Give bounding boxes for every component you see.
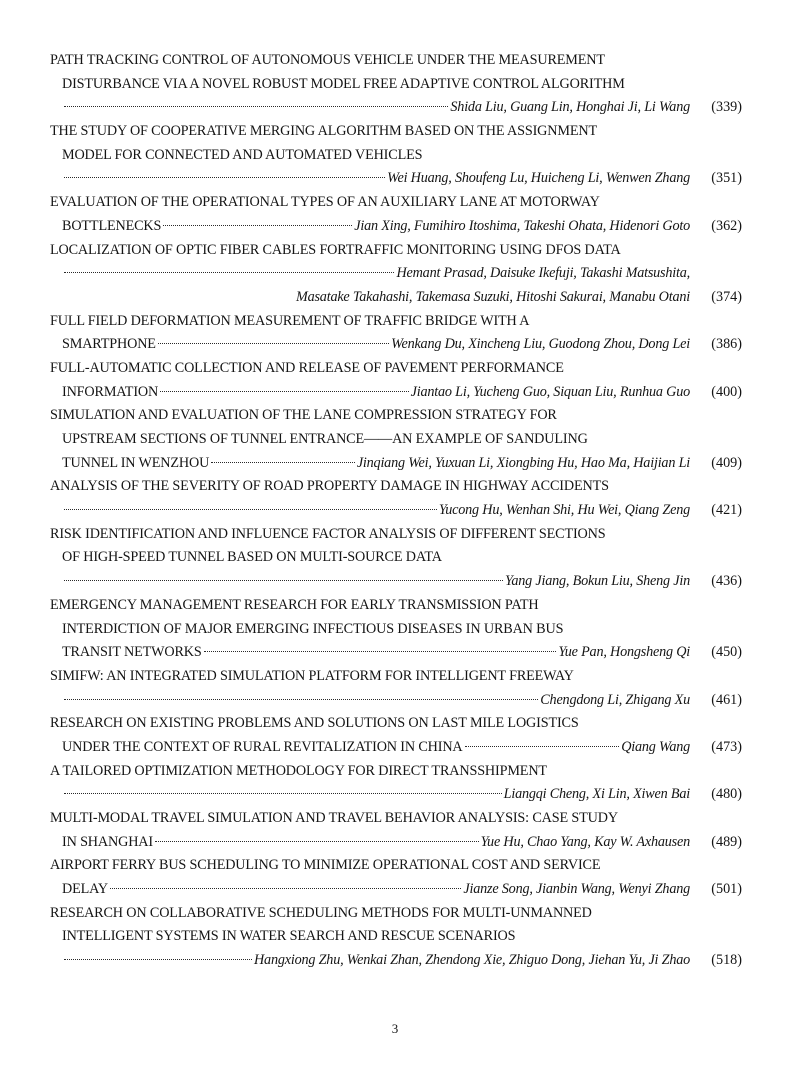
entry-authors: Jiantao Li, Yucheng Guo, Siquan Liu, Runhua Guo: [410, 383, 690, 400]
entry-author-line: [50, 381, 742, 405]
entry-authors: Liangqi Cheng, Xi Lin, Xiwen Bai: [503, 786, 690, 803]
entry-title-line: [50, 902, 742, 926]
entry-authors: Masatake Takahashi, Takemasa Suzuki, Hitoshi Sakurai, Manabu Otani: [295, 288, 690, 305]
entry-title-line: [50, 310, 742, 334]
entry-title-text: LOCALIZATION OF OPTIC FIBER CABLES FORTRAFFIC MONITORING USING DFOS DATA: [50, 241, 621, 258]
entry-page-number[interactable]: (489): [711, 833, 742, 850]
entry-title-text: THE STUDY OF COOPERATIVE MERGING ALGORITHM BASED ON THE ASSIGNMENT: [50, 123, 597, 140]
leader-dots: [64, 793, 502, 794]
entry-title-text: INTELLIGENT SYSTEMS IN WATER SEARCH AND RESCUE SCENARIOS: [62, 928, 516, 945]
leader-dots: [158, 343, 389, 344]
entry-authors: Chengdong Li, Zhigang Xu: [540, 691, 690, 708]
entry-title-line: [50, 475, 742, 499]
entry-title-line: [50, 665, 742, 689]
entry-author-line: [50, 570, 742, 594]
entry-author-line: [50, 452, 742, 476]
entry-page-number[interactable]: (450): [711, 644, 742, 661]
toc-entry[interactable]: [50, 712, 742, 759]
entry-title-line: [50, 428, 742, 452]
entry-title-line: [50, 760, 742, 784]
leader-dots: [64, 106, 448, 107]
entry-authors: Yang Jiang, Bokun Liu, Sheng Jin: [505, 573, 690, 590]
entry-title-line: [50, 712, 742, 736]
entry-author-line: [50, 333, 742, 357]
entry-title-line: [50, 357, 742, 381]
entry-page-number[interactable]: (374): [711, 288, 742, 305]
toc-entry[interactable]: [50, 665, 742, 712]
entry-title-line: [50, 239, 742, 263]
leader-dots: [64, 509, 437, 510]
entry-title-text: BOTTLENECKS: [62, 217, 162, 234]
entry-title-line: [50, 618, 742, 642]
entry-title-line: [50, 594, 742, 618]
entry-title-line: [50, 523, 742, 547]
toc-entry[interactable]: [50, 310, 742, 357]
entry-title-line: [50, 144, 742, 168]
entry-title-text: TRANSIT NETWORKS: [62, 644, 202, 661]
entry-authors: Qiang Wang: [621, 738, 690, 755]
entry-authors: Hangxiong Zhu, Wenkai Zhan, Zhendong Xie, Zhiguo Dong, Jiehan Yu, Ji Zhao: [254, 952, 690, 969]
entry-page-number[interactable]: (362): [711, 217, 742, 234]
toc-entry[interactable]: [50, 760, 742, 807]
entry-author-line: [50, 783, 742, 807]
entry-title-text: DISTURBANCE VIA A NOVEL ROBUST MODEL FREE ADAPTIVE CONTROL ALGORITHM: [62, 75, 625, 92]
entry-title-text: RISK IDENTIFICATION AND INFLUENCE FACTOR ANALYSIS OF DIFFERENT SECTIONS: [50, 525, 606, 542]
entry-title-text: FULL-AUTOMATIC COLLECTION AND RELEASE OF PAVEMENT PERFORMANCE: [50, 359, 564, 376]
page-number: 3: [391, 1021, 399, 1036]
entry-authors: Wenkang Du, Xincheng Liu, Guodong Zhou, Dong Lei: [391, 336, 690, 353]
entry-title-line: [50, 73, 742, 97]
toc-entry[interactable]: [50, 120, 742, 191]
leader-dots: [465, 746, 620, 747]
entry-title-text: RESEARCH ON COLLABORATIVE SCHEDULING METHODS FOR MULTI-UNMANNED: [50, 904, 592, 921]
entry-title-line: [50, 49, 742, 73]
entry-title-line: [50, 120, 742, 144]
toc-entry[interactable]: [50, 49, 742, 120]
entry-page-number[interactable]: (409): [711, 454, 742, 471]
entry-authors: Jinqiang Wei, Yuxuan Li, Xiongbing Hu, Hao Ma, Haijian Li: [356, 454, 690, 471]
leader-dots: [64, 580, 503, 581]
entry-title-text: DELAY: [62, 881, 109, 898]
entry-title-text: UPSTREAM SECTIONS OF TUNNEL ENTRANCE——AN EXAMPLE OF SANDULING: [62, 431, 588, 447]
entry-author-line: [50, 262, 742, 286]
entry-title-text: IN SHANGHAI: [62, 833, 153, 850]
entry-page-number[interactable]: (400): [711, 383, 742, 400]
entry-author-line: [50, 167, 742, 191]
toc-entry[interactable]: [50, 191, 742, 238]
toc-entry[interactable]: [50, 902, 742, 973]
entry-authors: Shida Liu, Guang Lin, Honghai Ji, Li Wang: [450, 99, 690, 116]
entry-title-text: A TAILORED OPTIMIZATION METHODOLOGY FOR DIRECT TRANSSHIPMENT: [50, 762, 547, 779]
toc-entry[interactable]: [50, 854, 742, 901]
entry-author-line: [50, 689, 742, 713]
entry-authors: Yue Pan, Hongsheng Qi: [558, 644, 690, 661]
entry-page-number[interactable]: (461): [711, 691, 742, 708]
leader-dots: [163, 225, 352, 226]
entry-title-text: RESEARCH ON EXISTING PROBLEMS AND SOLUTIONS ON LAST MILE LOGISTICS: [50, 715, 579, 732]
entry-title-text: UNDER THE CONTEXT OF RURAL REVITALIZATION IN CHINA: [62, 738, 463, 755]
leader-dots: [64, 272, 394, 273]
entry-title-text: EVALUATION OF THE OPERATIONAL TYPES OF AN AUXILIARY LANE AT MOTORWAY: [50, 194, 600, 211]
entry-title-line: [50, 807, 742, 831]
leader-dots: [64, 959, 252, 960]
toc-entry[interactable]: [50, 404, 742, 475]
entry-authors: Jianze Song, Jianbin Wang, Wenyi Zhang: [463, 881, 690, 898]
entry-author-line: [50, 215, 742, 239]
entry-page-number[interactable]: (501): [711, 881, 742, 898]
entry-title-text: EMERGENCY MANAGEMENT RESEARCH FOR EARLY TRANSMISSION PATH: [50, 596, 539, 613]
entry-page-number[interactable]: (436): [711, 573, 742, 590]
entry-title-text: ANALYSIS OF THE SEVERITY OF ROAD PROPERTY DAMAGE IN HIGHWAY ACCIDENTS: [50, 478, 609, 495]
toc-entry[interactable]: [50, 594, 742, 665]
entry-author-line: [50, 641, 742, 665]
entry-author-line: [50, 736, 742, 760]
entry-authors: Hemant Prasad, Daisuke Ikefuji, Takashi Matsushita,: [396, 265, 690, 282]
toc-entry[interactable]: [50, 475, 742, 522]
leader-dots: [155, 841, 479, 842]
entry-title-text: OF HIGH-SPEED TUNNEL BASED ON MULTI-SOURCE DATA: [62, 549, 442, 566]
entry-page-number[interactable]: (421): [711, 502, 742, 519]
leader-dots: [211, 462, 355, 463]
entry-author-line: [50, 286, 742, 310]
entry-title-text: TUNNEL IN WENZHOU: [62, 454, 210, 471]
toc-entry[interactable]: [50, 357, 742, 404]
entry-author-line: [50, 949, 742, 973]
entry-page-number[interactable]: (351): [711, 170, 742, 187]
entry-authors: Jian Xing, Fumihiro Itoshima, Takeshi Ohata, Hidenori Goto: [354, 217, 690, 234]
entry-authors: Yue Hu, Chao Yang, Kay W. Axhausen: [480, 833, 690, 850]
entry-title-text: MULTI-MODAL TRAVEL SIMULATION AND TRAVEL BEHAVIOR ANALYSIS: CASE STUDY: [50, 810, 618, 826]
entry-title-text: SIMIFW: AN INTEGRATED SIMULATION PLATFORM FOR INTELLIGENT FREEWAY: [50, 667, 574, 684]
entry-author-line: [50, 878, 742, 902]
toc-entry[interactable]: [50, 523, 742, 594]
entry-title-text: AIRPORT FERRY BUS SCHEDULING TO MINIMIZE OPERATIONAL COST AND SERVICE: [50, 857, 601, 874]
table-of-contents: [50, 49, 742, 973]
entry-page-number[interactable]: (386): [711, 336, 742, 353]
entry-title-text: INTERDICTION OF MAJOR EMERGING INFECTIOUS DISEASES IN URBAN BUS: [62, 620, 564, 637]
toc-entry[interactable]: [50, 807, 742, 854]
entry-title-text: PATH TRACKING CONTROL OF AUTONOMOUS VEHICLE UNDER THE MEASUREMENT: [50, 52, 605, 68]
entry-title-line: [50, 404, 742, 428]
entry-title-text: SIMULATION AND EVALUATION OF THE LANE COMPRESSION STRATEGY FOR: [50, 407, 557, 424]
entry-title-line: [50, 546, 742, 570]
entry-title-text: INFORMATION: [62, 383, 159, 400]
entry-authors: Yucong Hu, Wenhan Shi, Hu Wei, Qiang Zeng: [438, 502, 690, 519]
entry-title-text: SMARTPHONE: [62, 336, 156, 353]
leader-dots: [64, 699, 538, 700]
toc-entry[interactable]: [50, 239, 742, 310]
leader-dots: [110, 888, 461, 889]
leader-dots: [204, 651, 557, 652]
entry-title-line: [50, 854, 742, 878]
entry-title-line: [50, 925, 742, 949]
leader-dots: [64, 177, 385, 178]
entry-author-line: [50, 96, 742, 120]
leader-dots: [160, 391, 409, 392]
entry-author-line: [50, 831, 742, 855]
entry-page-number[interactable]: (339): [711, 99, 742, 116]
entry-author-line: [50, 499, 742, 523]
entry-page-number[interactable]: (518): [711, 952, 742, 969]
entry-authors: Wei Huang, Shoufeng Lu, Huicheng Li, Wenwen Zhang: [387, 170, 690, 187]
entry-page-number[interactable]: (473): [711, 738, 742, 755]
entry-title-text: FULL FIELD DEFORMATION MEASUREMENT OF TRAFFIC BRIDGE WITH A: [50, 312, 530, 329]
entry-title-line: [50, 191, 742, 215]
entry-title-text: MODEL FOR CONNECTED AND AUTOMATED VEHICLES: [62, 146, 423, 163]
entry-page-number[interactable]: (480): [711, 786, 742, 803]
